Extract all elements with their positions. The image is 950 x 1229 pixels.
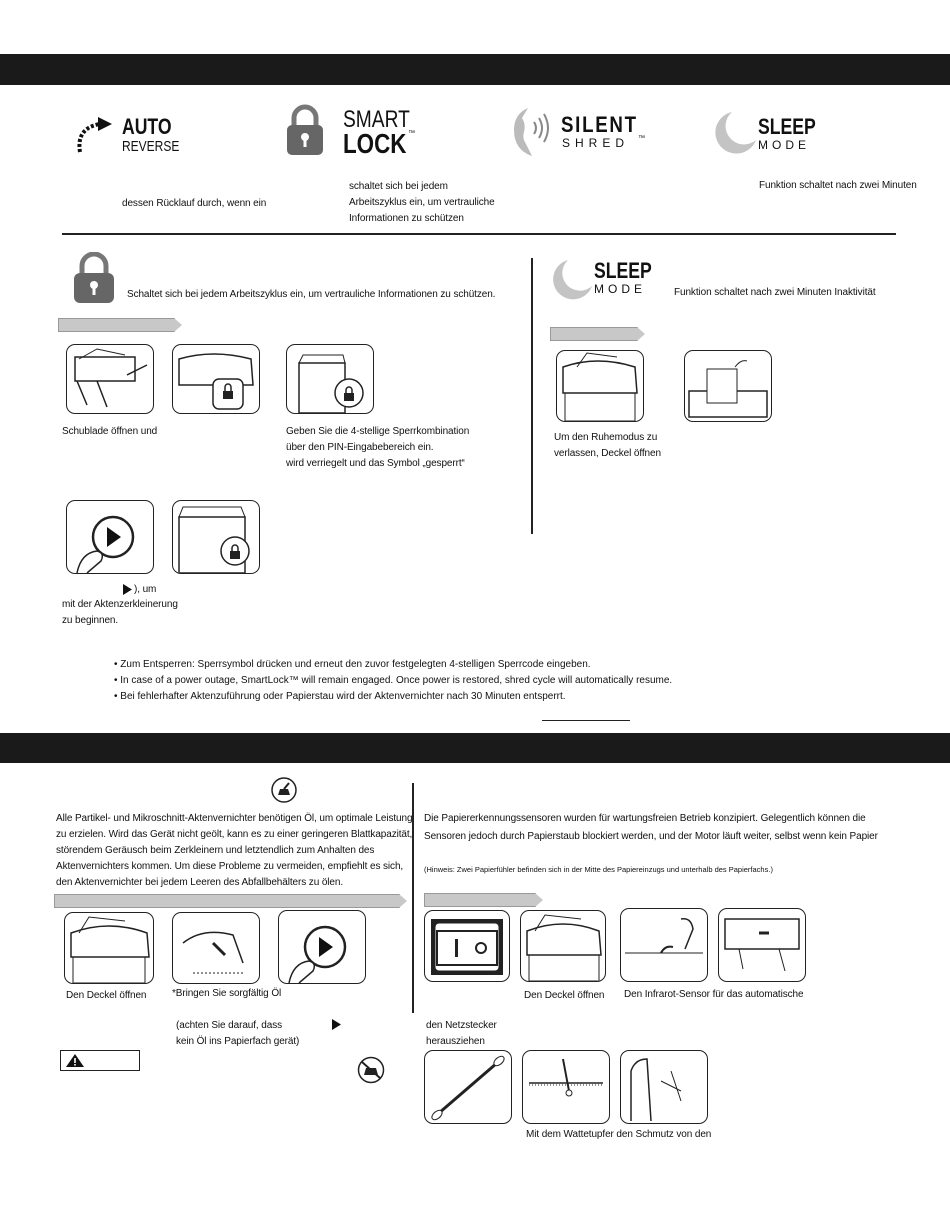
sensor-hint: (Hinweis: Zwei Papierfühler befinden sich in der Mitte des Papiereinzugs und unterhalb des Papierfachs.) <box>424 865 773 874</box>
oil-step2-caption: *Bringen Sie sorgfältig Öl <box>172 988 282 999</box>
sleep-step2-image <box>684 350 772 422</box>
sensor-step3-caption: Den Infrarot-Sensor für das automatische <box>624 989 804 1000</box>
sensor-step1-image <box>424 910 510 982</box>
divider-vertical-top <box>531 258 533 534</box>
oil-text-2: zu erzielen. Wird das Gerät nicht geölt, kann es zu einer geringeren Blattkapazität, <box>56 829 413 840</box>
oil-text-3: störendem Geräusch beim Zerkleinern und letztendlich zum Anhalten des <box>56 845 375 856</box>
note-item: • Zum Entsperren: Sperrsymbol drücken und erneut den zuvor festgelegten 4-stelligen Sperrcode eingeben. <box>114 657 672 673</box>
sleep-moon-icon <box>550 258 594 302</box>
silent-shred-logo <box>508 104 658 160</box>
header-bar-maintenance <box>0 733 950 763</box>
smartlock-step4-line2: mit der Aktenzerkleinerung <box>62 599 178 610</box>
sleep-section-logo <box>550 258 670 302</box>
play-icon <box>122 584 132 595</box>
sensor-step6-caption: Mit dem Wattetupfer den Schmutz von den <box>526 1129 712 1140</box>
sleep-section-subtitle: MODE <box>594 282 646 296</box>
silent-shred-title: SILENT <box>561 112 638 137</box>
sleep-step1-image <box>556 350 644 422</box>
smartlock-padlock-icon <box>72 252 116 304</box>
moon-icon <box>712 110 758 156</box>
smartlock-step2-image <box>172 344 260 414</box>
oil-step2-image <box>172 912 260 984</box>
sensor-text-1: Die Papiererkennungssensoren wurden für wartungsfreien Betrieb konzipiert. Gelegentlich können die <box>424 813 866 824</box>
oil-step1-caption: Den Deckel öffnen <box>66 990 147 1001</box>
sensor-step4-image <box>718 908 806 982</box>
smart-lock-desc-2: Arbeitszyklus ein, um vertrauliche <box>349 197 495 208</box>
oil-text-1: Alle Partikel- und Mikroschnitt-Aktenvernichter benötigen Öl, um optimale Leistung <box>56 813 413 824</box>
divider-features <box>62 233 896 235</box>
oil-text-4: Aktenvernichters kommen. Um diese Probleme zu vermeiden, empfiehlt es sich, <box>56 861 404 872</box>
silent-shred-tm: ™ <box>638 135 645 142</box>
note-item: • Bei fehlerhafter Aktenzuführung oder Papierstau wird der Aktenvernichter nach 30 Minuten entsperrt. <box>114 689 672 705</box>
smart-lock-subtitle: LOCK <box>343 128 407 159</box>
smartlock-step4-image <box>66 500 154 574</box>
sleep-mode-desc: Funktion schaltet nach zwei Minuten <box>759 180 917 191</box>
no-oil-icon <box>356 1056 386 1084</box>
smartlock-step5-image <box>172 500 260 574</box>
auto-reverse-logo <box>74 112 194 162</box>
oil-play-icon <box>331 1019 341 1030</box>
smart-lock-title: SMART <box>343 106 410 133</box>
smartlock-step1-caption: Schublade öffnen und <box>62 426 158 437</box>
sleep-section-desc: Funktion schaltet nach zwei Minuten Inaktivität <box>674 287 876 298</box>
sensor-step7-image <box>620 1050 708 1124</box>
smart-lock-desc-1: schaltet sich bei jedem <box>349 181 448 192</box>
oil-step-bar <box>54 894 400 908</box>
warning-box <box>60 1050 140 1071</box>
oil-step2-line2: (achten Sie darauf, dass <box>176 1020 282 1031</box>
sleep-step-bar <box>550 327 638 341</box>
sensor-step3-image <box>620 908 708 982</box>
smart-lock-tm: ™ <box>408 130 415 137</box>
padlock-icon <box>285 104 325 156</box>
smartlock-step3-line2: über den PIN-Eingabebereich ein. <box>286 442 434 453</box>
smartlock-step-bar <box>58 318 175 332</box>
sleep-mode-logo <box>712 110 832 156</box>
note-item: • In case of a power outage, SmartLock™ will remain engaged. Once power is restored, shred cycle will automatically resume. <box>114 673 672 689</box>
smart-lock-logo <box>285 104 425 160</box>
smartlock-step4-line1: ), um <box>134 584 157 595</box>
smartlock-step3-line1: Geben Sie die 4-stellige Sperrkombination <box>286 426 470 437</box>
oil-step1-image <box>64 912 154 984</box>
smartlock-notes <box>114 657 672 705</box>
smartlock-step3-line3: wird verriegelt und das Symbol „gesperrt“ <box>286 458 465 469</box>
auto-reverse-arrow-icon <box>74 114 120 154</box>
smartlock-step1-image <box>66 344 154 414</box>
oil-step3-image <box>278 910 366 984</box>
sensor-text-2: Sensoren jedoch durch Papierstaub blockiert werden, und der Motor läuft weiter, selbst wenn kein Papier <box>424 831 878 842</box>
sleep-mode-subtitle: MODE <box>758 138 810 152</box>
smartlock-desc: Schaltet sich bei jedem Arbeitszyklus ein, um vertrauliche Informationen zu schützen. <box>127 289 496 300</box>
smartlock-step3-image <box>286 344 374 414</box>
sleep-mode-title: SLEEP <box>758 114 816 139</box>
sensor-step2-image <box>520 910 606 982</box>
sleep-section-title: SLEEP <box>594 258 652 283</box>
silent-shred-subtitle: SHRED <box>562 136 630 150</box>
sleep-step1-line1: Um den Ruhemodus zu <box>554 432 658 443</box>
sleep-step1-line2: verlassen, Deckel öffnen <box>554 448 661 459</box>
sensor-step1-line1: den Netzstecker <box>426 1020 497 1031</box>
sensor-step-bar <box>424 893 536 907</box>
divider-vertical-bottom <box>412 783 414 1013</box>
auto-reverse-desc: dessen Rücklauf durch, wenn ein <box>122 198 267 209</box>
oil-step2-line3: kein Öl ins Papierfach gerät) <box>176 1036 300 1047</box>
silent-face-icon <box>508 104 556 158</box>
sensor-step2-caption: Den Deckel öffnen <box>524 990 605 1001</box>
auto-reverse-subtitle: REVERSE <box>122 138 180 155</box>
warning-icon <box>65 1053 85 1068</box>
smartlock-step4-line3: zu beginnen. <box>62 615 119 626</box>
sensor-step6-image <box>522 1050 610 1124</box>
oil-bottle-icon <box>270 777 298 803</box>
divider-short <box>542 720 630 721</box>
oil-text-5: den Aktenvernichter bei jedem Leeren des Abfallbehälters zu ölen. <box>56 877 344 888</box>
header-bar-top <box>0 54 950 85</box>
sensor-step5-image <box>424 1050 512 1124</box>
smart-lock-desc-3: Informationen zu schützen <box>349 213 464 224</box>
auto-reverse-title: AUTO <box>122 114 172 139</box>
sensor-step1-line2: herausziehen <box>426 1036 485 1047</box>
